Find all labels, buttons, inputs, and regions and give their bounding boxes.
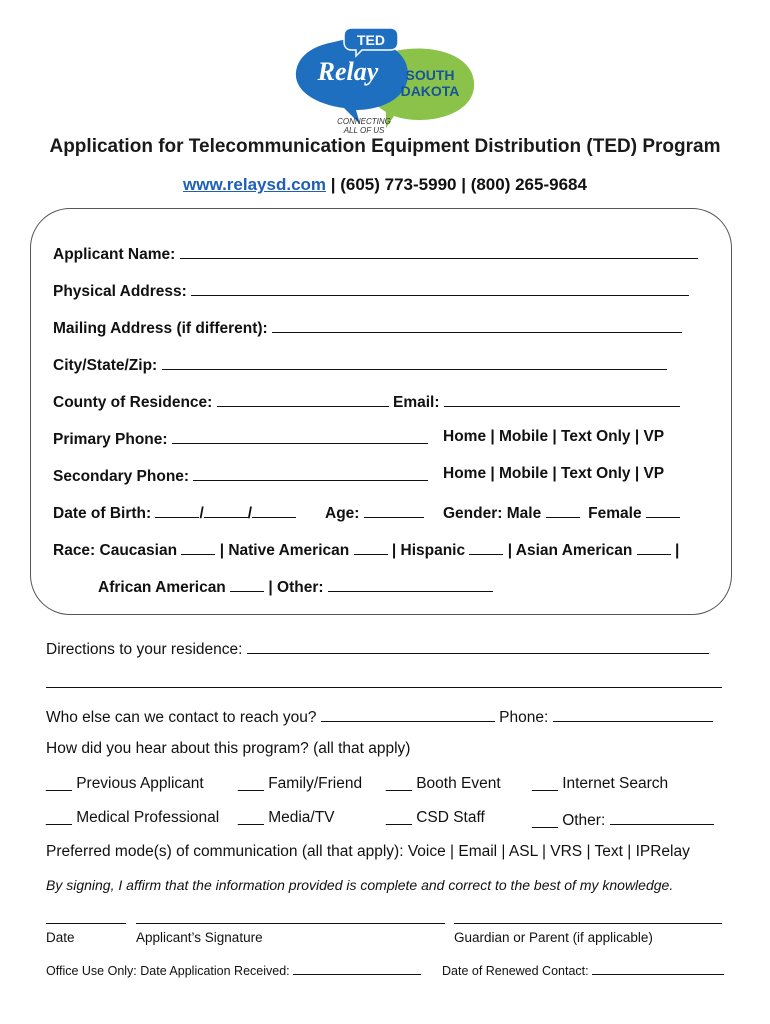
option-other[interactable] bbox=[532, 809, 714, 830]
guardian-line-wrap bbox=[454, 908, 722, 929]
option-label: Booth Event bbox=[416, 775, 501, 792]
physical-address-row bbox=[53, 280, 689, 301]
option-blank: ___ bbox=[46, 809, 72, 826]
dob-separator: / bbox=[199, 505, 204, 522]
race-caucasian-field[interactable] bbox=[181, 539, 215, 555]
city-state-zip-row bbox=[53, 354, 667, 375]
renewed-contact-field[interactable] bbox=[592, 962, 724, 975]
applicant-signature-field[interactable] bbox=[136, 908, 445, 924]
directions-row-2 bbox=[46, 672, 722, 693]
race-asian-american-label: | Asian American bbox=[507, 542, 633, 559]
dob-label: Date of Birth: bbox=[53, 505, 152, 522]
email-row bbox=[393, 391, 680, 412]
directions-label: Directions to your residence: bbox=[46, 641, 243, 658]
city-state-zip-label: City/State/Zip: bbox=[53, 357, 158, 374]
phone-numbers: | (605) 773-5990 | (800) 265-9684 bbox=[326, 175, 587, 194]
primary-phone-row bbox=[53, 428, 428, 449]
applicant-name-row bbox=[53, 243, 698, 264]
option-media-tv[interactable] bbox=[238, 809, 335, 827]
who-else-field[interactable] bbox=[321, 706, 495, 722]
preferred-communication: Preferred mode(s) of communication (all that apply): Voice | Email | ASL | VRS | Text | IPRelay bbox=[46, 843, 690, 860]
logo-south-text: SOUTH bbox=[405, 67, 455, 83]
option-label: Media/TV bbox=[268, 809, 335, 826]
office-use-row bbox=[46, 962, 421, 978]
race-native-american-label: | Native American bbox=[219, 542, 350, 559]
option-blank: ___ bbox=[386, 775, 412, 792]
city-state-zip-field[interactable] bbox=[162, 354, 667, 370]
signature-label: Applicant’s Signature bbox=[136, 930, 263, 945]
guardian-signature-field[interactable] bbox=[454, 908, 722, 924]
secondary-phone-label: Secondary Phone: bbox=[53, 468, 190, 485]
affirmation-statement: By signing, I affirm that the information provided is complete and correct to the best of my knowledge. bbox=[46, 877, 674, 893]
gender-female-label: Female bbox=[588, 505, 642, 522]
dob-row bbox=[53, 502, 296, 523]
how-heard-label: How did you hear about this program? (all that apply) bbox=[46, 740, 411, 757]
option-family-friend[interactable] bbox=[238, 775, 362, 793]
secondary-phone-types[interactable]: Home | Mobile | Text Only | VP bbox=[443, 465, 665, 482]
mailing-address-label: Mailing Address (if different): bbox=[53, 320, 268, 337]
option-csd-staff[interactable] bbox=[386, 809, 485, 827]
county-label: County of Residence: bbox=[53, 394, 213, 411]
contact-phone-label: Phone: bbox=[499, 709, 549, 726]
option-label: Internet Search bbox=[562, 775, 669, 792]
race-other-label: | Other: bbox=[268, 579, 324, 596]
physical-address-label: Physical Address: bbox=[53, 283, 187, 300]
signature-line-wrap bbox=[136, 908, 445, 929]
race-row-2 bbox=[98, 576, 493, 597]
option-blank: ___ bbox=[238, 809, 264, 826]
dob-year-field[interactable] bbox=[252, 502, 296, 518]
who-else-row bbox=[46, 706, 713, 727]
race-hispanic-field[interactable] bbox=[469, 539, 503, 555]
race-caucasian-label: Race: Caucasian bbox=[53, 542, 178, 559]
email-label: Email: bbox=[393, 394, 440, 411]
county-field[interactable] bbox=[217, 391, 389, 407]
option-other-field[interactable] bbox=[610, 809, 714, 825]
contact-phone-field[interactable] bbox=[553, 706, 713, 722]
county-row bbox=[53, 391, 389, 412]
renewed-label: Date of Renewed Contact: bbox=[442, 964, 589, 978]
gender-male-label: Gender: Male bbox=[443, 505, 542, 522]
option-blank: ___ bbox=[238, 775, 264, 792]
option-booth-event[interactable] bbox=[386, 775, 501, 793]
secondary-phone-row bbox=[53, 465, 428, 486]
applicant-name-field[interactable] bbox=[180, 243, 698, 259]
date-label: Date bbox=[46, 930, 75, 945]
race-african-american-label: African American bbox=[98, 579, 226, 596]
race-other-field[interactable] bbox=[328, 576, 493, 592]
option-blank: ___ bbox=[46, 775, 72, 792]
date-field[interactable] bbox=[46, 908, 126, 924]
guardian-label: Guardian or Parent (if applicable) bbox=[454, 930, 653, 945]
contact-line bbox=[0, 175, 770, 195]
directions-field-2[interactable] bbox=[46, 672, 722, 688]
gender-male-field[interactable] bbox=[546, 502, 580, 518]
race-row bbox=[53, 539, 679, 560]
logo-dakota-text: DAKOTA bbox=[400, 83, 460, 99]
office-use-label: Office Use Only: Date Application Received: bbox=[46, 964, 290, 978]
directions-row bbox=[46, 638, 709, 659]
renewed-row bbox=[442, 962, 724, 978]
dob-separator: / bbox=[247, 505, 253, 522]
option-label: CSD Staff bbox=[416, 809, 485, 826]
logo-tagline-2: ALL OF US bbox=[343, 126, 385, 135]
option-blank: ___ bbox=[532, 775, 558, 792]
option-medical-professional[interactable] bbox=[46, 809, 219, 827]
race-african-american-field[interactable] bbox=[230, 576, 264, 592]
option-blank: ___ bbox=[386, 809, 412, 826]
race-hispanic-label: | Hispanic bbox=[391, 542, 466, 559]
race-asian-american-field[interactable] bbox=[637, 539, 671, 555]
age-field[interactable] bbox=[364, 502, 424, 518]
website-link[interactable]: www.relaysd.com bbox=[183, 175, 327, 194]
dob-month-field[interactable] bbox=[155, 502, 199, 518]
physical-address-field[interactable] bbox=[191, 280, 689, 296]
dob-day-field[interactable] bbox=[204, 502, 248, 518]
page-title: Application for Telecommunication Equipment Distribution (TED) Program bbox=[49, 136, 721, 157]
logo-relay-text: Relay bbox=[317, 57, 379, 86]
relay-south-dakota-logo bbox=[290, 24, 480, 136]
signature-lines bbox=[46, 908, 126, 929]
primary-phone-types[interactable]: Home | Mobile | Text Only | VP bbox=[443, 428, 665, 445]
gender-female-field[interactable] bbox=[646, 502, 680, 518]
race-native-american-field[interactable] bbox=[354, 539, 388, 555]
date-received-field[interactable] bbox=[293, 962, 421, 975]
option-blank: ___ bbox=[532, 812, 558, 829]
option-label: Previous Applicant bbox=[76, 775, 204, 792]
race-pipe: | bbox=[675, 542, 680, 559]
logo-ted-text: TED bbox=[357, 32, 385, 48]
option-label: Other: bbox=[562, 812, 606, 829]
applicant-name-label: Applicant Name: bbox=[53, 246, 176, 263]
mailing-address-field[interactable] bbox=[272, 317, 682, 333]
option-label: Family/Friend bbox=[268, 775, 363, 792]
primary-phone-label: Primary Phone: bbox=[53, 431, 168, 448]
gender-row bbox=[443, 502, 680, 523]
secondary-phone-field[interactable] bbox=[193, 465, 428, 481]
logo-tagline-1: CONNECTING bbox=[337, 117, 391, 126]
option-label: Medical Professional bbox=[76, 809, 220, 826]
primary-phone-field[interactable] bbox=[172, 428, 428, 444]
mailing-address-row bbox=[53, 317, 682, 338]
directions-field[interactable] bbox=[247, 638, 709, 654]
age-label: Age: bbox=[325, 505, 360, 522]
option-previous-applicant[interactable] bbox=[46, 775, 204, 793]
who-else-label: Who else can we contact to reach you? bbox=[46, 709, 317, 726]
age-row bbox=[325, 502, 424, 523]
option-internet-search[interactable] bbox=[532, 775, 668, 793]
email-field[interactable] bbox=[444, 391, 680, 407]
